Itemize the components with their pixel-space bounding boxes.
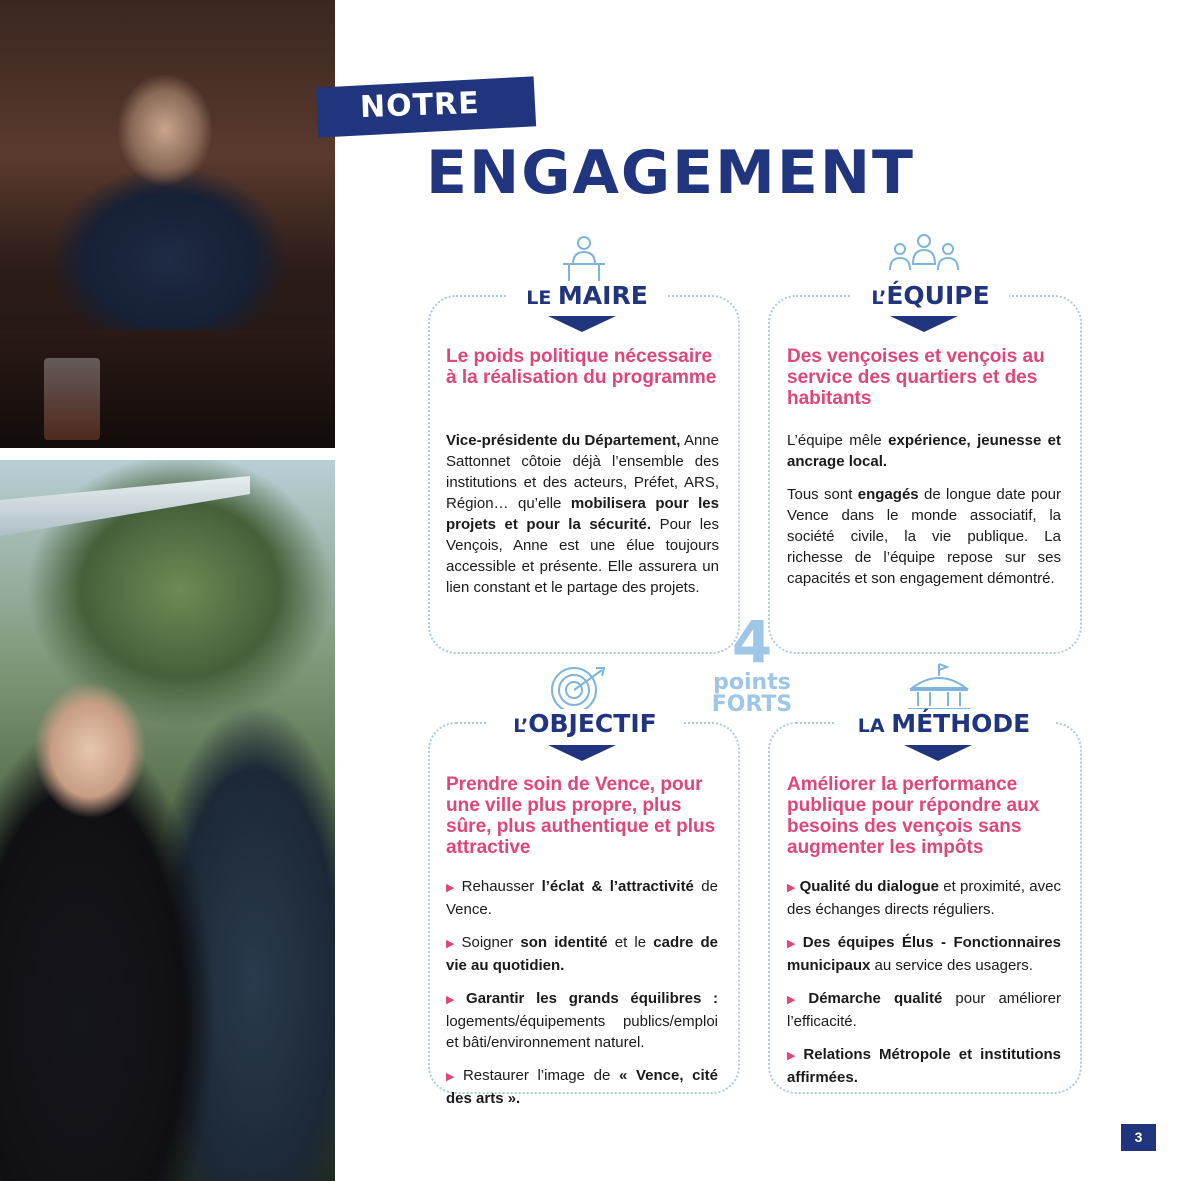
body-text: L’équipe mêle <box>787 432 889 449</box>
body-text: Anne Sattonnet côtoie déjà l’ensemble des institutions et des acteurs, Préfet, ARS, Région… qu’elle <box>446 432 719 512</box>
body-bold: son identité <box>520 934 608 951</box>
council-meeting-photo <box>0 0 335 448</box>
list-item <box>446 876 718 920</box>
down-arrow-icon <box>904 745 972 761</box>
body-bold: Qualité du dialogue <box>799 878 939 895</box>
list-item <box>446 1065 718 1109</box>
bullet-triangle-icon: ▶ <box>787 994 805 1006</box>
town-hall-icon <box>906 662 972 712</box>
title-kicker: NOTRE <box>359 85 481 126</box>
body-bold: cadre de vie au quotidien. <box>446 934 719 974</box>
card-objectif-subtitle: Prendre soin de Vence, pour une ville plus propre, plus sûre, plus authentique et plus attractive <box>446 774 716 858</box>
page-title: ENGAGEMENT <box>426 138 915 208</box>
bullet-triangle-icon: ▶ <box>787 938 799 950</box>
card-maire-body <box>446 430 719 610</box>
team-icon <box>886 232 962 280</box>
badge-line1: points <box>713 670 791 695</box>
card-methode-heading <box>834 709 1054 738</box>
bullet-triangle-icon: ▶ <box>446 994 463 1006</box>
target-icon <box>548 664 610 714</box>
body-text: Rehausser <box>461 878 542 895</box>
body-bold: Relations Métropole et institutions affirmées. <box>787 1046 1061 1086</box>
heading-word: MÉTHODE <box>891 709 1031 738</box>
body-bold: engagés <box>857 486 919 503</box>
card-methode-body <box>787 876 1061 1100</box>
photo-divider <box>0 448 335 460</box>
body-bold: expérience, jeunesse et ancrage local. <box>787 432 1061 470</box>
down-arrow-icon <box>890 316 958 332</box>
card-objectif-body <box>446 876 718 1121</box>
card-methode-subtitle: Améliorer la performance publique pour répondre aux besoins des vençois sans augmenter les impôts <box>787 774 1040 858</box>
bullet-triangle-icon: ▶ <box>787 1050 800 1062</box>
list-item <box>446 932 718 976</box>
body-bold: Garantir les grands équilibres : <box>466 990 719 1007</box>
card-equipe-body <box>787 430 1061 601</box>
card-equipe-subtitle: Des vençoises et vençois au service des quartiers et des habitants <box>787 346 1045 409</box>
body-text: logements/équipements publics/emploi et bâti/environnement naturel. <box>446 1013 718 1051</box>
heading-word: OBJECTIF <box>528 709 657 738</box>
list-item <box>787 988 1061 1032</box>
body-text: Pour les Vençois, Anne est une élue toujours accessible et présente. Elle assurera un lien constant et le partage des projets. <box>446 516 719 596</box>
body-text: de Vence. <box>446 878 718 918</box>
body-bold: « Vence, cité des arts ». <box>446 1067 718 1107</box>
card-objectif-heading <box>488 709 682 738</box>
heading-prefix: LA <box>857 715 892 737</box>
list-item <box>446 988 718 1053</box>
body-bold: l’éclat & l’attractivité <box>541 878 694 895</box>
body-text: Soigner <box>461 934 521 951</box>
bullet-triangle-icon: ▶ <box>446 882 458 894</box>
bullet-triangle-icon: ▶ <box>446 938 458 950</box>
tent-canopy <box>0 476 250 536</box>
card-maire-heading <box>506 281 668 310</box>
body-bold: Démarche qualité <box>808 990 943 1007</box>
list-item <box>787 932 1061 976</box>
outdoor-event-photo <box>0 460 335 1181</box>
heading-word: ÉQUIPE <box>886 281 990 310</box>
water-glass <box>44 358 100 440</box>
body-bold: Vice-présidente du Département, <box>446 432 681 449</box>
list-item <box>787 1044 1061 1088</box>
bullet-triangle-icon: ▶ <box>446 1071 459 1083</box>
body-text: Tous sont <box>787 486 858 503</box>
body-text: et proximité, avec des échanges directs réguliers. <box>787 878 1061 918</box>
down-arrow-icon <box>548 745 616 761</box>
bullet-triangle-icon: ▶ <box>787 882 796 894</box>
heading-prefix: LE <box>526 287 558 309</box>
heading-prefix: L’ <box>871 287 887 309</box>
speaker-podium-icon <box>561 234 607 284</box>
heading-word: MAIRE <box>557 281 648 310</box>
body-text: Restaurer l’image de <box>462 1067 619 1084</box>
body-bold: mobilisera pour les projets et pour la sécurité. <box>446 495 719 533</box>
card-equipe-heading <box>852 281 1009 310</box>
list-item <box>787 876 1061 920</box>
page-number: 3 <box>1121 1124 1156 1151</box>
badge-line2: FORTS <box>711 692 793 717</box>
body-text: et le <box>607 934 654 951</box>
badge-number: 4 <box>731 608 773 676</box>
body-text: de longue date pour Vence dans le monde associatif, la société civile, la vie publique. La richesse de l’équipe repose sur ses capacités et son engagement démontré. <box>787 486 1062 587</box>
heading-prefix: L’ <box>513 715 529 737</box>
four-strong-points-badge <box>700 608 804 717</box>
body-text: au service des usagers. <box>870 957 1033 974</box>
body-text: pour améliorer l’efficacité. <box>787 990 1061 1030</box>
body-bold: Des équipes Élus - Fonctionnaires municipaux <box>787 934 1061 974</box>
card-maire-subtitle: Le poids politique nécessaire à la réalisation du programme <box>446 346 717 388</box>
down-arrow-icon <box>548 316 616 332</box>
